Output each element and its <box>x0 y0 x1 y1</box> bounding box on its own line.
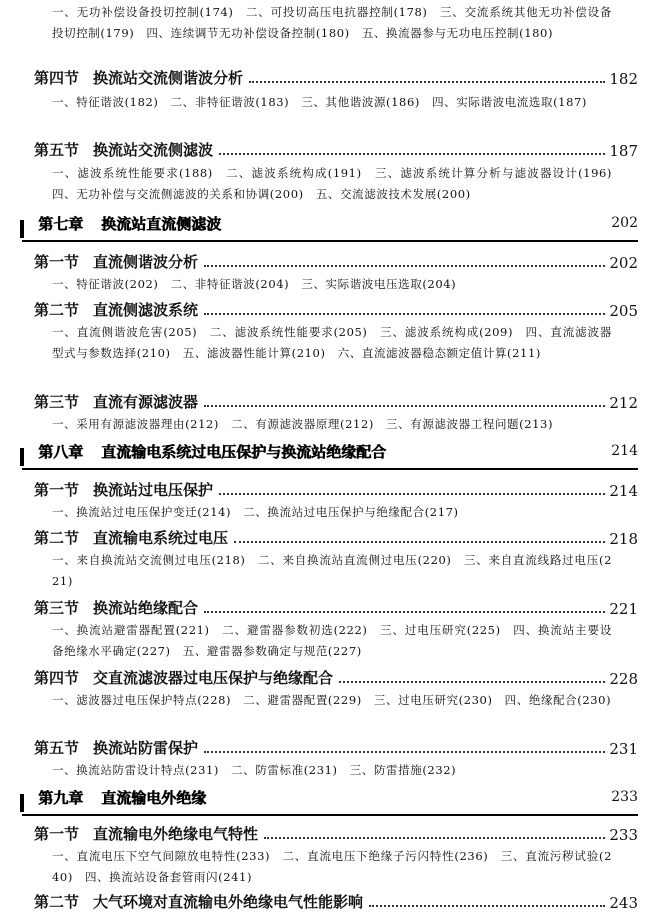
section-number: 第一节 <box>34 481 80 499</box>
section-title: 换流站过电压保护 <box>93 481 214 499</box>
chapter-number: 第七章 <box>38 214 84 233</box>
section-title: 大气环境对直流输电外绝缘电气性能影响 <box>93 893 364 911</box>
toc-section-6-4[interactable] <box>34 66 638 88</box>
toc-section-9-1[interactable] <box>34 822 638 844</box>
chapter-rule <box>22 468 638 470</box>
page-number: 231 <box>609 740 638 758</box>
toc-chapter-7[interactable] <box>22 210 638 236</box>
leader-dots <box>204 751 605 753</box>
page-number: 212 <box>609 394 638 412</box>
toc-section-8-3[interactable] <box>34 596 638 618</box>
toc-section-8-1[interactable] <box>34 478 638 500</box>
section-title: 直流输电外绝缘电气特性 <box>93 825 259 843</box>
page-number: 221 <box>609 600 638 618</box>
section-number: 第三节 <box>34 599 80 617</box>
toc-subitems: 一、采用有源滤波器理由(212) 二、有源滤波器原理(212) 三、有源滤波器工程问题(213) <box>52 417 554 431</box>
chapter-rule <box>22 240 638 242</box>
page-number: 187 <box>609 142 638 160</box>
toc-subitems: 一、滤波系统性能要求(188) 二、滤波系统构成(191) 三、滤波系统计算分析与滤波器设计(196) 四、无功补偿与交流侧滤波的关系和协调(200) 五、交流滤波技术发展(200) <box>52 166 625 201</box>
page-number: 233 <box>611 789 638 805</box>
section-title: 换流站防雷保护 <box>93 739 199 757</box>
section-number: 第一节 <box>34 253 80 271</box>
section-number: 第四节 <box>34 669 80 687</box>
chapter-number: 第八章 <box>38 442 84 461</box>
toc-section-7-3[interactable] <box>34 390 638 412</box>
leader-dots <box>369 905 605 907</box>
toc-subitems: 一、滤波器过电压保护特点(228) 二、避雷器配置(229) 三、过电压研究(230) 四、绝缘配合(230) <box>52 693 612 707</box>
page-number: 214 <box>611 443 638 459</box>
toc-subitems: 一、来自换流站交流侧过电压(218) 二、来自换流站直流侧过电压(220) 三、来自直流线路过电压(221) <box>52 553 612 588</box>
page-number: 214 <box>609 482 638 500</box>
leader-dots <box>249 81 605 83</box>
toc-section-8-2[interactable] <box>34 526 638 548</box>
toc-section-7-2[interactable] <box>34 298 638 320</box>
toc-section-6-5[interactable] <box>34 138 638 160</box>
section-title: 换流站交流侧谐波分析 <box>93 69 244 87</box>
toc-subitems: 一、直流侧谐波危害(205) 二、滤波系统性能要求(205) 三、滤波系统构成(209) 四、直流滤波器型式与参数选择(210) 五、滤波器性能计算(210) 六、直流滤波器稳态额定值计算(211) <box>52 325 612 360</box>
section-title: 直流侧谐波分析 <box>93 253 199 271</box>
section-title: 换流站绝缘配合 <box>93 599 199 617</box>
toc-chapter-9[interactable] <box>22 784 638 810</box>
chapter-title: 直流输电外绝缘 <box>101 788 207 807</box>
section-number: 第一节 <box>34 825 80 843</box>
toc-subitems: 一、无功补偿设备投切控制(174) 二、可投切高压电抗器控制(178) 三、交流系统其他无功补偿设备投切控制(179) 四、连续调节无功补偿设备控制(180) 五、换流器参与无功电压控制(180) <box>52 5 612 40</box>
section-title: 交直流滤波器过电压保护与绝缘配合 <box>93 669 334 687</box>
page-number: 182 <box>609 70 638 88</box>
leader-dots <box>234 541 605 543</box>
chapter-number: 第九章 <box>38 788 84 807</box>
toc-section-8-5[interactable] <box>34 736 638 758</box>
leader-dots <box>204 265 605 267</box>
chapter-rule <box>22 814 638 816</box>
section-number: 第三节 <box>34 393 80 411</box>
toc-subitems: 一、换流站防雷设计特点(231) 二、防雷标准(231) 三、防雷措施(232) <box>52 763 457 777</box>
section-title: 直流有源滤波器 <box>93 393 199 411</box>
leader-dots <box>264 837 605 839</box>
leader-dots <box>204 405 605 407</box>
toc-section-9-2[interactable] <box>34 890 638 912</box>
page-number: 202 <box>609 254 638 272</box>
chapter-marker <box>20 794 24 812</box>
section-number: 第二节 <box>34 301 80 319</box>
section-title: 换流站交流侧滤波 <box>93 141 214 159</box>
chapter-title: 直流输电系统过电压保护与换流站绝缘配合 <box>101 442 387 461</box>
section-number: 第五节 <box>34 141 80 159</box>
toc-subitems: 一、特征谐波(182) 二、非特征谐波(183) 三、其他谐波源(186) 四、实际谐波电流选取(187) <box>52 95 587 109</box>
leader-dots <box>204 313 605 315</box>
toc-chapter-8[interactable] <box>22 438 638 464</box>
leader-dots <box>204 611 605 613</box>
section-title: 直流输电系统过电压 <box>93 529 229 547</box>
toc-section-7-1[interactable] <box>34 250 638 272</box>
toc-subitems: 一、直流电压下空气间隙放电特性(233) 二、直流电压下绝缘子污闪特性(236) 三、直流污秽试验(240) 四、换流站设备套管雨闪(241) <box>52 849 612 884</box>
toc-subitems: 一、换流站过电压保护变迁(214) 二、换流站过电压保护与绝缘配合(217) <box>52 505 459 519</box>
page-number: 218 <box>609 530 638 548</box>
toc-subitems: 一、换流站避雷器配置(221) 二、避雷器参数初选(222) 三、过电压研究(225) 四、换流站主要设备绝缘水平确定(227) 五、避雷器参数确定与规范(227) <box>52 623 612 658</box>
section-number: 第五节 <box>34 739 80 757</box>
section-number: 第四节 <box>34 69 80 87</box>
leader-dots <box>219 153 605 155</box>
chapter-title: 换流站直流侧滤波 <box>101 214 222 233</box>
leader-dots <box>339 681 605 683</box>
page-number: 202 <box>611 215 638 231</box>
chapter-marker <box>20 448 24 466</box>
toc-subitems: 一、特征谐波(202) 二、非特征谐波(204) 三、实际谐波电压选取(204) <box>52 277 457 291</box>
leader-dots <box>219 493 605 495</box>
section-title: 直流侧滤波系统 <box>93 301 199 319</box>
page-number: 228 <box>609 670 638 688</box>
page-number: 205 <box>609 302 638 320</box>
section-number: 第二节 <box>34 529 80 547</box>
toc-section-8-4[interactable] <box>34 666 638 688</box>
page-number: 243 <box>609 894 638 912</box>
chapter-marker <box>20 220 24 238</box>
page-number: 233 <box>609 826 638 844</box>
section-number: 第二节 <box>34 893 80 911</box>
